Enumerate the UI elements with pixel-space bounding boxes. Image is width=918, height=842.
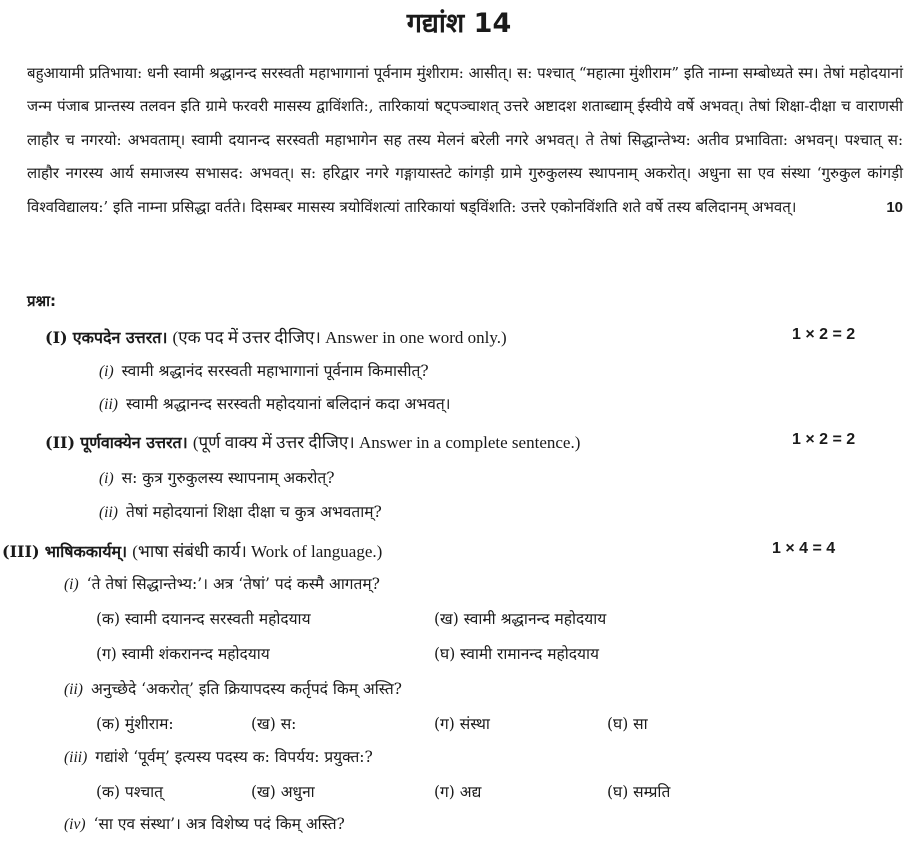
section-2-instruction: (पूर्ण वाक्य में उत्तर दीजिए। Answer in a complete sentence.) bbox=[192, 433, 581, 452]
question-3-i bbox=[64, 572, 380, 594]
option-gha: (घ) सम्प्रति bbox=[607, 783, 671, 801]
question-text: स्वामी श्रद्धानन्द सरस्वती महोदयानां बलिदानं कदा अभवत्। bbox=[125, 395, 451, 413]
option-ga: (ग) संस्था bbox=[434, 715, 490, 733]
question-3-ii bbox=[64, 677, 402, 699]
question-2-ii bbox=[99, 500, 382, 522]
section-3-marks: 1 × 4 = 4 bbox=[772, 540, 836, 557]
option-ka: (क) पश्चात् bbox=[96, 783, 164, 801]
passage bbox=[27, 57, 903, 224]
question-number: (ii) bbox=[64, 681, 83, 698]
passage-text: बहुआयामी प्रतिभाया: धनी स्वामी श्रद्धानन्द सरस्वती महाभागानां पूर्वनाम मुंशीराम: आसीत्। स: पश्चात् “महात्मा मुंशीराम” इति नाम्ना सम्बोध्यते स्म। तेषां महोदयानां जन्म पंजाब प्रान्तस्य तलवन इति ग्रामे फरवरी मासस्य द्वाविंशति:, तारिकायां षट्पञ्चाशत् उत्तरे अष्टादश शताब्द्याम् ईस्वीये वर्षे अभवत्। तेषां शिक्षा-दीक्षा च वाराणसी लाहौर च नगरयो: अभवताम्। स्वामी दयानन्द सरस्वती महाभागेन सह तस्य मेलनं बरेली नगरे अभवत्। ते तेषां सिद्धान्तेभ्य: अतीव प्रभाविता: अभवन्। पश्चात् स: लाहौर नगरस्य आर्य समाजस्य सभासद: अभवत्। स: हरिद्वार नगरे गङ्गायास्तटे कांगड़ी ग्रामे गुरुकुलस्य स्थापनाम् अकरोत्। अधुना सा एव संस्था ‘गुरुकुल कांगड़ी विश्वविद्यालय:’ इति नाम्ना प्रसिद्धा वर्तते। दिसम्बर मासस्य त्रयोविंशत्यां तारिकायां षड्विंशति: उत्तरे एकोनविंशति शते वर्षे तस्य बलिदानम् अभवत्। bbox=[27, 64, 903, 216]
question-number: (iii) bbox=[64, 749, 88, 766]
section-1-marks: 1 × 2 = 2 bbox=[792, 326, 856, 343]
option-ga: (ग) स्वामी शंकरानन्द महोदयाय bbox=[96, 645, 270, 663]
option-kha: (ख) अधुना bbox=[251, 783, 315, 801]
question-2-i bbox=[99, 466, 335, 488]
section-3-title: भाषिककार्यम्। bbox=[44, 542, 128, 561]
option-kha: (ख) स्वामी श्रद्धानन्द महोदयाय bbox=[434, 610, 607, 628]
question-text: ‘ते तेषां सिद्धान्तेभ्य:’। अत्र ‘तेषां’ पदं कस्मै आगतम्? bbox=[86, 575, 380, 593]
option-gha: (घ) सा bbox=[607, 715, 648, 733]
question-number: (i) bbox=[64, 576, 79, 593]
question-1-i bbox=[99, 359, 429, 381]
passage-marks: 10 bbox=[886, 198, 903, 216]
question-text: अनुच्छेदे ‘अकरोत्’ इति क्रियापदस्य कर्तृपदं किम् अस्ति? bbox=[90, 680, 402, 698]
question-number: (i) bbox=[99, 470, 114, 487]
section-1-heading bbox=[45, 325, 507, 348]
question-text: स्वामी श्रद्धानंद सरस्वती महाभागानां पूर्वनाम किमासीत्? bbox=[121, 362, 429, 380]
question-number: (ii) bbox=[99, 396, 118, 413]
option-ga: (ग) अद्य bbox=[434, 783, 482, 801]
page-title: गद्यांश 14 bbox=[406, 8, 512, 39]
question-number: (i) bbox=[99, 363, 114, 380]
section-3-heading bbox=[2, 539, 382, 562]
question-1-ii bbox=[99, 392, 451, 414]
question-text: तेषां महोदयानां शिक्षा दीक्षा च कुत्र अभवताम्? bbox=[125, 503, 382, 521]
question-text: स: कुत्र गुरुकुलस्य स्थापनाम् अकरोत्? bbox=[121, 469, 335, 487]
question-3-iii bbox=[64, 745, 373, 767]
section-1-title: एकपदेन उत्तरत। bbox=[72, 328, 168, 347]
question-number: (iv) bbox=[64, 816, 86, 833]
option-kha: (ख) स: bbox=[251, 715, 297, 733]
question-3-iv bbox=[64, 812, 345, 834]
option-ka: (क) मुंशीराम: bbox=[96, 715, 174, 733]
option-gha: (घ) स्वामी रामानन्द महोदयाय bbox=[434, 645, 599, 663]
section-1-number: (I) bbox=[45, 328, 68, 347]
question-number: (ii) bbox=[99, 504, 118, 521]
section-2-heading bbox=[45, 430, 580, 453]
section-1-instruction: (एक पद में उत्तर दीजिए। Answer in one word only.) bbox=[172, 328, 507, 347]
section-2-title: पूर्णवाक्येन उत्तरत। bbox=[80, 433, 188, 452]
section-2-number: (II) bbox=[45, 433, 76, 452]
section-3-number: (III) bbox=[2, 542, 40, 561]
section-3-instruction: (भाषा संबंधी कार्य। Work of language.) bbox=[132, 542, 383, 561]
question-text: ‘सा एव संस्था’। अत्र विशेष्य पदं किम् अस्ति? bbox=[93, 815, 345, 833]
option-ka: (क) स्वामी दयानन्द सरस्वती महोदयाय bbox=[96, 610, 311, 628]
questions-label: प्रश्ना: bbox=[27, 292, 57, 310]
section-2-marks: 1 × 2 = 2 bbox=[792, 431, 856, 448]
question-text: गद्यांशे ‘पूर्वम्’ इत्यस्य पदस्य क: विपर्यय: प्रयुक्त:? bbox=[95, 748, 373, 766]
